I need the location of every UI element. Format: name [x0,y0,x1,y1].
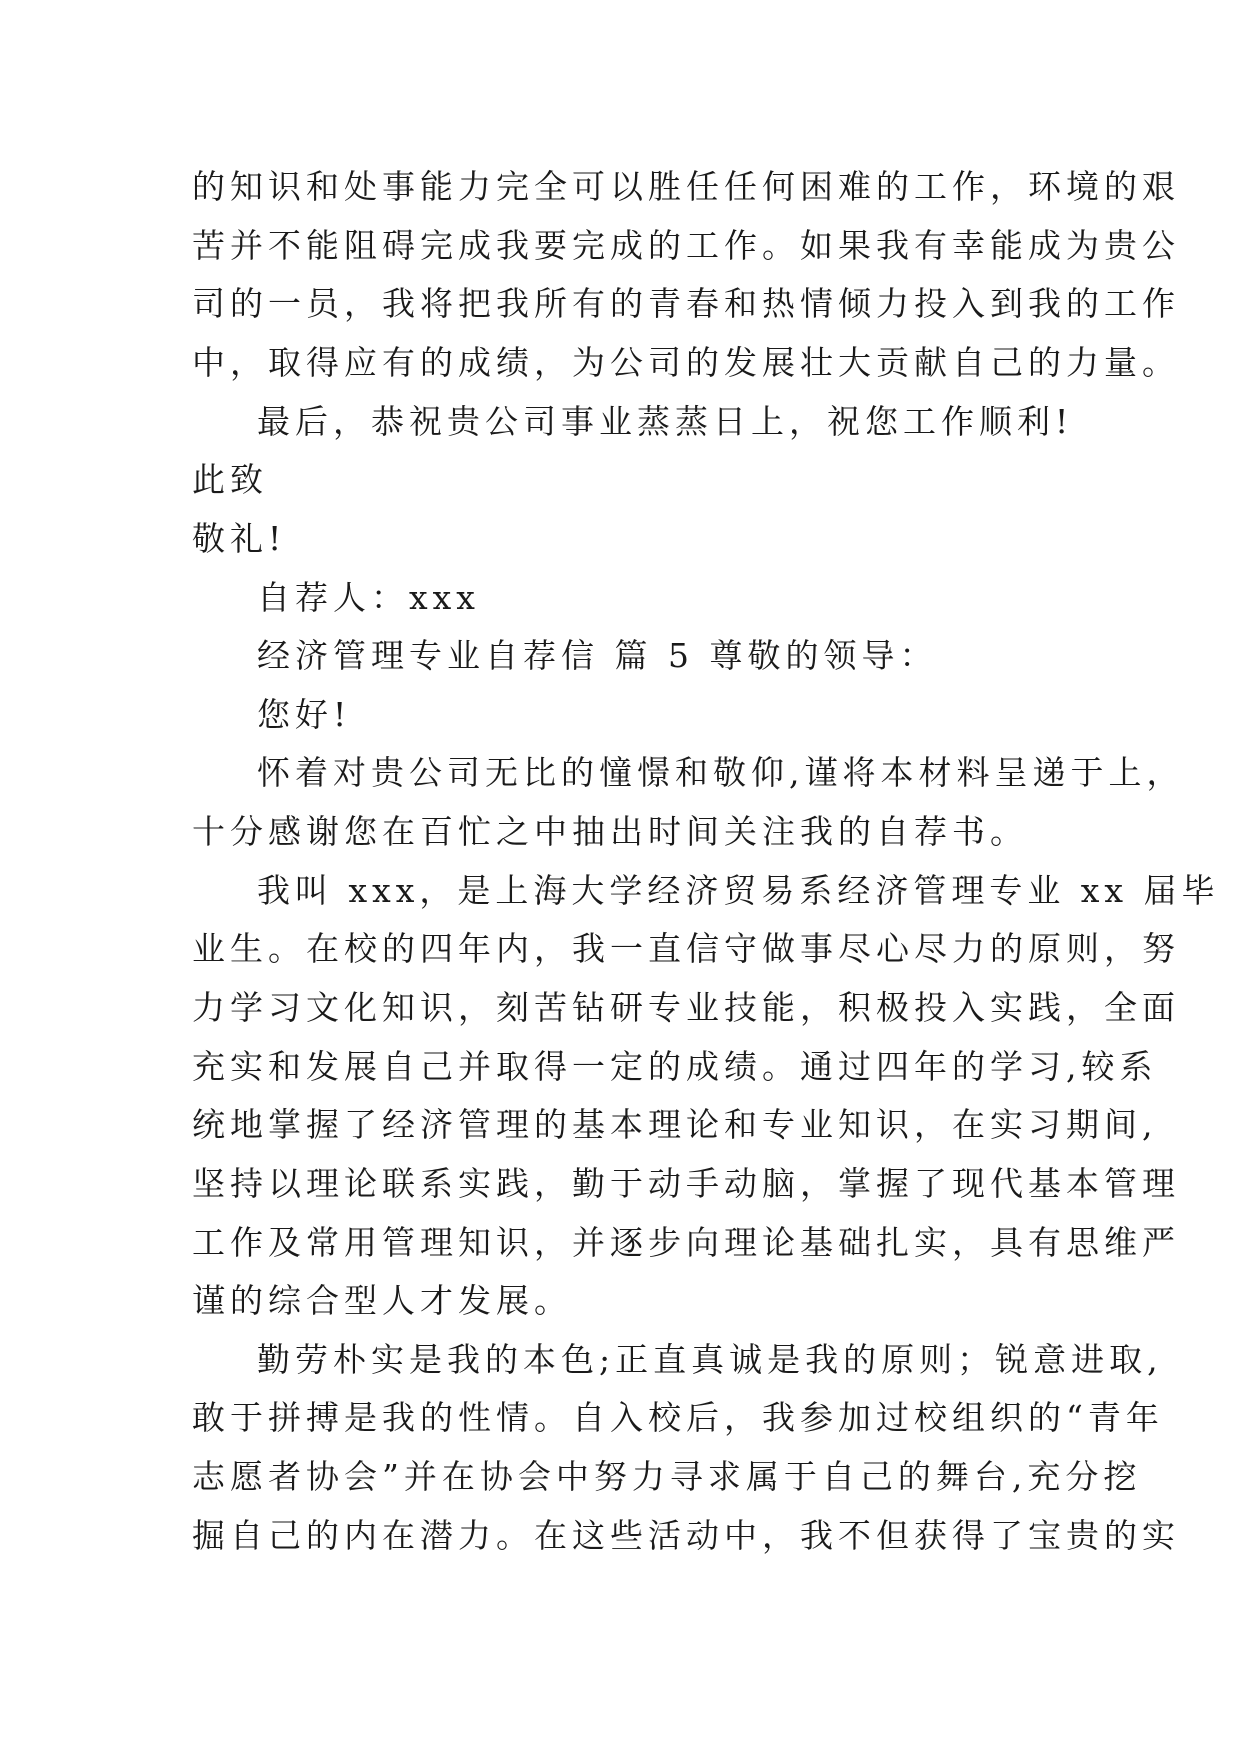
closing-wish-line: 最后，恭祝贵公司事业蒸蒸日上，祝您工作顺利! [257,402,1074,441]
paragraph-line: 充实和发展自己并取得一定的成绩。通过四年的学习,较系 [192,1047,1158,1086]
paragraph-line: 中，取得应有的成绩，为公司的发展壮大贡献自己的力量。 [192,343,1180,382]
paragraph-line: 统地掌握了经济管理的基本理论和专业知识，在实习期间, [192,1105,1158,1144]
paragraph-line: 我叫 xxx，是上海大学经济贸易系经济管理专业 xx 届毕 [257,871,1220,910]
signature-line: 自荐人：xxx [257,578,480,617]
paragraph-line: 的知识和处事能力完全可以胜任任何困难的工作，环境的艰 [192,167,1180,206]
paragraph-line: 怀着对贵公司无比的憧憬和敬仰,谨将本材料呈递于上， [257,753,1185,792]
section-heading: 经济管理专业自荐信 篇 5 尊敬的领导： [257,636,938,675]
paragraph-line: 掘自己的内在潜力。在这些活动中，我不但获得了宝贵的实 [192,1516,1180,1555]
greeting-line: 您好! [257,695,352,734]
paragraph-line: 志愿者协会”并在协会中努力寻求属于自己的舞台,充分挖 [192,1457,1142,1496]
paragraph-line: 工作及常用管理知识，并逐步向理论基础扎实，具有思维严 [192,1223,1180,1262]
paragraph-line: 力学习文化知识，刻苦钻研专业技能，积极投入实践，全面 [192,988,1180,1027]
salutation-line: 敬礼! [192,519,287,558]
paragraph-line: 坚持以理论联系实践，勤于动手动脑，掌握了现代基本管理 [192,1164,1180,1203]
paragraph-line: 敢于拼搏是我的性情。自入校后，我参加过校组织的“青年 [192,1398,1164,1437]
paragraph-line: 苦并不能阻碍完成我要完成的工作。如果我有幸能成为贵公 [192,226,1180,265]
paragraph-line: 十分感谢您在百忙之中抽出时间关注我的自荐书。 [192,812,1028,851]
paragraph-line: 司的一员，我将把我所有的青春和热情倾力投入到我的工作 [192,284,1180,323]
paragraph-line: 勤劳朴实是我的本色;正直真诚是我的原则；锐意进取, [257,1340,1163,1379]
paragraph-line: 业生。在校的四年内，我一直信守做事尽心尽力的原则，努 [192,929,1180,968]
paragraph-line: 谨的综合型人才发展。 [192,1281,572,1320]
salutation-line: 此致 [192,460,268,499]
